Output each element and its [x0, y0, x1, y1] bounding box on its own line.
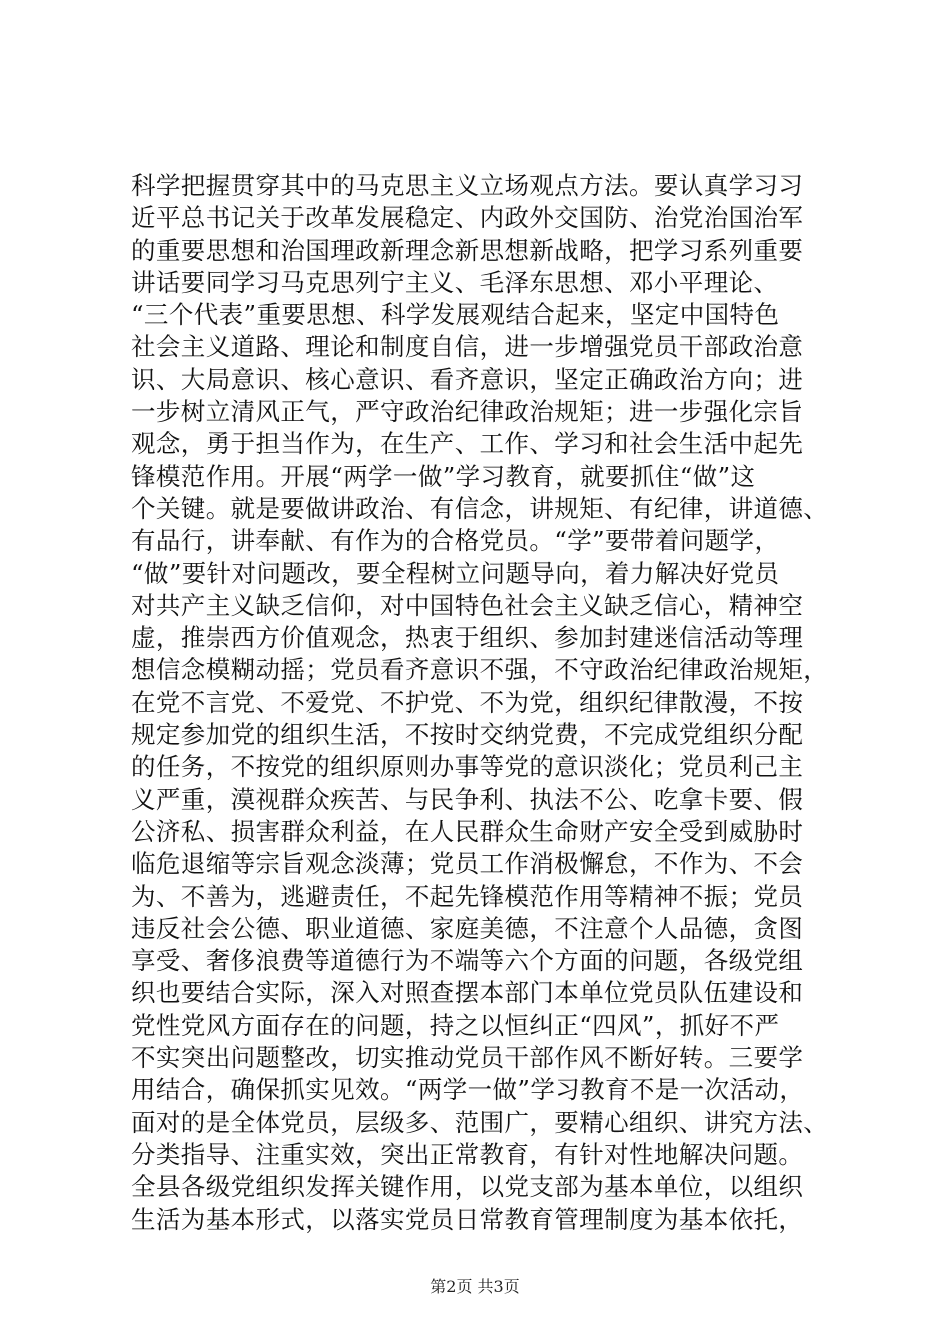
page-number-footer: 第2页 共3页 [430, 1277, 520, 1296]
text-line: 为、不善为，逃避责任，不起先锋模范作用等精神不振；党员 [131, 881, 804, 911]
text-line: 规定参加党的组织生活，不按时交纳党费，不完成党组织分配 [131, 720, 804, 750]
text-line: 想信念模糊动摇；党员看齐意识不强，不守政治纪律政治规矩， [131, 655, 829, 685]
text-line: 不实突出问题整改，切实推动党员干部作风不断好转。三要学 [131, 1043, 804, 1073]
body-text [131, 170, 831, 1236]
text-line: 的任务，不按党的组织原则办事等党的意识淡化；党员利己主 [131, 752, 804, 782]
text-line: 违反社会公德、职业道德、家庭美德，不注意个人品德，贪图 [131, 913, 804, 943]
text-line: 的重要思想和治国理政新理念新思想新战略，把学习系列重要 [131, 235, 804, 265]
text-line: 虚，推崇西方价值观念，热衷于组织、参加封建迷信活动等理 [131, 623, 804, 653]
text-line: 分类指导、注重实效，突出正常教育，有针对性地解决问题。 [131, 1139, 804, 1169]
text-line: 讲话要同学习马克思列宁主义、毛泽东思想、邓小平理论、 [131, 267, 779, 297]
text-line: 对共产主义缺乏信仰，对中国特色社会主义缺乏信心，精神空 [131, 590, 804, 620]
text-line: 享受、奢侈浪费等道德行为不端等六个方面的问题，各级党组 [131, 946, 804, 976]
text-line: 生活为基本形式，以落实党员日常教育管理制度为基本依托， [131, 1204, 804, 1234]
text-line: 识、大局意识、核心意识、看齐意识，坚定正确政治方向；进 [131, 364, 804, 394]
text-line: 观念，勇于担当作为，在生产、工作、学习和社会生活中起先 [131, 429, 804, 459]
text-line: 在党不言党、不爱党、不护党、不为党，组织纪律散漫，不按 [131, 687, 804, 717]
text-line: 织也要结合实际，深入对照查摆本部门本单位党员队伍建设和 [131, 978, 804, 1008]
text-line: 社会主义道路、理论和制度自信，进一步增强党员干部政治意 [131, 332, 804, 362]
text-line: 一步树立清风正气，严守政治纪律政治规矩；进一步强化宗旨 [131, 397, 804, 427]
text-line: 党性党风方面存在的问题，持之以恒纠正“四风”，抓好不严 [131, 1010, 780, 1040]
text-line: 面对的是全体党员，层级多、范围广，要精心组织、讲究方法、 [131, 1107, 829, 1137]
text-line: 义严重，漠视群众疾苦、与民争利、执法不公、吃拿卡要、假 [131, 784, 804, 814]
text-line: 有品行，讲奉献、有作为的合格党员。“学”要带着问题学， [131, 526, 780, 556]
text-line: 科学把握贯穿其中的马克思主义立场观点方法。要认真学习习 [131, 171, 804, 200]
text-line: 公济私、损害群众利益，在人民群众生命财产安全受到威胁时 [131, 816, 804, 846]
text-line: 个关键。就是要做讲政治、有信念，讲规矩、有纪律，讲道德、 [131, 493, 829, 523]
text-line: 用结合，确保抓实见效。“两学一做”学习教育不是一次活动， [131, 1075, 805, 1105]
text-line: 全县各级党组织发挥关键作用，以党支部为基本单位，以组织 [131, 1172, 804, 1202]
text-line: 近平总书记关于改革发展稳定、内政外交国防、治党治国治军 [131, 203, 804, 233]
text-line: “做”要针对问题改，要全程树立问题导向，着力解决好党员 [131, 558, 780, 588]
text-line: 临危退缩等宗旨观念淡薄；党员工作消极懈怠，不作为、不会 [131, 849, 804, 879]
text-line: “三个代表”重要思想、科学发展观结合起来，坚定中国特色 [131, 300, 780, 330]
text-line: 锋模范作用。开展“两学一做”学习教育，就要抓住“做”这 [131, 461, 756, 491]
